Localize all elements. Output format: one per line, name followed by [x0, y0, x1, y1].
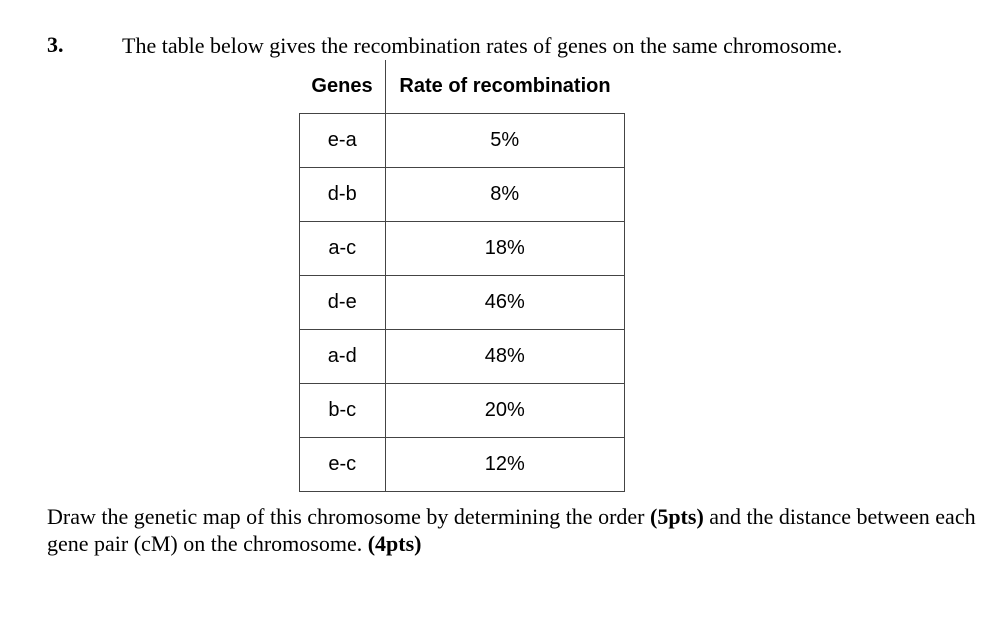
question-number: 3.	[47, 32, 64, 57]
rate-cell: 8%	[385, 168, 625, 222]
rate-cell: 48%	[385, 330, 625, 384]
header-rate: Rate of recombination	[385, 60, 625, 114]
rate-cell: 5%	[385, 114, 625, 168]
gene-pair-cell: d-b	[300, 168, 386, 222]
table-row	[300, 276, 625, 330]
points-label: (4pts)	[367, 531, 422, 556]
instructions-paragraph	[47, 503, 997, 557]
table-row	[300, 330, 625, 384]
gene-pair-cell: a-c	[300, 222, 386, 276]
header-genes: Genes	[300, 60, 386, 114]
recombination-table	[299, 60, 625, 492]
question-intro: The table below gives the recombination rates of genes on the same chromosome.	[122, 33, 843, 58]
rate-cell: 18%	[385, 222, 625, 276]
rate-cell: 46%	[385, 276, 625, 330]
gene-pair-cell: e-c	[300, 438, 386, 492]
table-row	[300, 222, 625, 276]
gene-pair-cell: a-d	[300, 330, 386, 384]
table-row	[300, 168, 625, 222]
gene-pair-cell: e-a	[300, 114, 386, 168]
points-label: (5pts)	[650, 504, 704, 529]
rate-cell: 20%	[385, 384, 625, 438]
table-header-row	[300, 60, 625, 114]
table-row	[300, 438, 625, 492]
table-row	[300, 384, 625, 438]
instructions-text: and the distance between each gene pair (cM) on the chromosome.	[47, 504, 976, 556]
table-row	[300, 114, 625, 168]
gene-pair-cell: b-c	[300, 384, 386, 438]
rate-cell: 12%	[385, 438, 625, 492]
instructions-text: Draw the genetic map of this chromosome by determining the order	[47, 504, 650, 529]
gene-pair-cell: d-e	[300, 276, 386, 330]
